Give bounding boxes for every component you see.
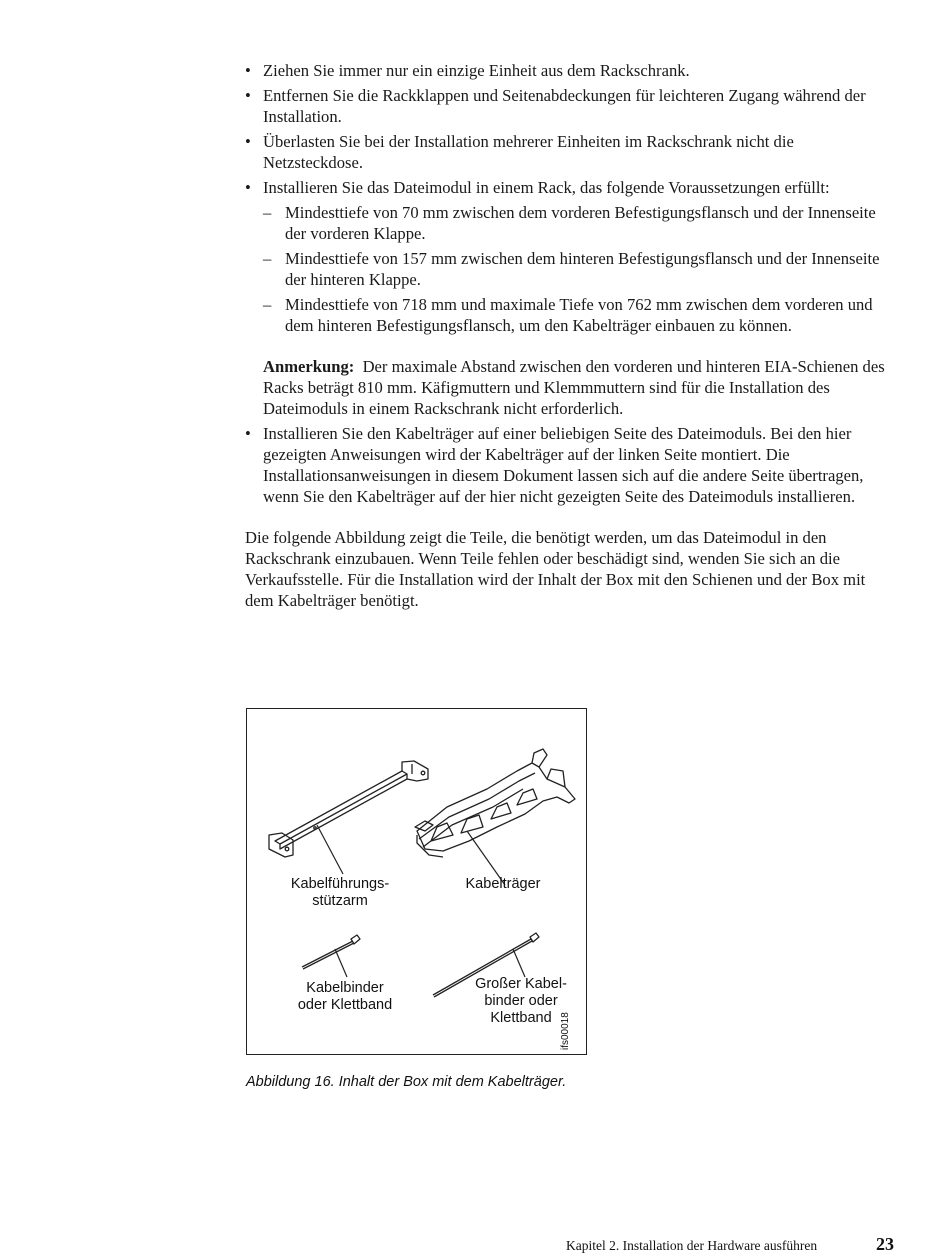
figure-caption: Abbildung 16. Inhalt der Box mit dem Kabelträger. — [246, 1074, 567, 1090]
dash-text: Mindesttiefe von 718 mm und maximale Tiefe von 762 mm zwischen dem vorderen und dem hinteren Befestigungsflansch, um den Kabelträger einbauen zu können. — [285, 295, 873, 335]
dash-item — [263, 294, 897, 336]
note — [263, 356, 897, 419]
figure-box — [246, 708, 587, 1055]
main-content — [245, 60, 897, 611]
dash-item — [263, 202, 897, 244]
note-label: Anmerkung: — [263, 357, 355, 376]
cable-tray-drawing — [415, 749, 575, 885]
label-cable-tray: Kabelträger — [465, 876, 541, 892]
bullet-text: Installieren Sie den Kabelträger auf einer beliebigen Seite des Dateimoduls. Bei den hier gezeigten Anweisungen wird der Kabelträger auf der linken Seite montiert. Die Installationsanweisungen in diesem Dokument lassen sich auf die andere Seite übertragen, wenn Sie den Kabelträger auf der hier nicht gezeigten Seite des Dateimoduls installieren. — [263, 424, 864, 506]
depth-requirements-list — [263, 202, 897, 336]
bullet-text: Installieren Sie das Dateimodul in einem Rack, das folgende Voraussetzungen erfüllt: — [263, 178, 830, 197]
label-cable-arm-support: Kabelführungs- stützarm — [290, 876, 390, 909]
requirements-list — [245, 60, 897, 507]
note-text: Der maximale Abstand zwischen den vorderen und hinteren EIA-Schienen des Racks beträgt 810 mm. Käfigmuttern und Klemmmuttern sind für die Installation des Dateimoduls in einem Rackschrank nicht erforderlich. — [263, 357, 885, 418]
bullet-text: Entfernen Sie die Rackklappen und Seitenabdeckungen für leichteren Zugang während der Installation. — [263, 86, 866, 126]
dash-text: Mindesttiefe von 70 mm zwischen dem vorderen Befestigungsflansch und der Innenseite der vorderen Klappe. — [285, 203, 876, 243]
page-number: 23 — [876, 1234, 894, 1254]
bullet-item — [245, 423, 897, 507]
bullet-text: Ziehen Sie immer nur ein einzige Einheit aus dem Rackschrank. — [263, 61, 690, 80]
cable-arm-support-drawing — [269, 761, 428, 874]
label-cable-tie: Kabelbinder oder Klettband — [297, 980, 393, 1013]
bullet-text: Überlasten Sie bei der Installation mehrerer Einheiten im Rackschrank nicht die Netzsteckdose. — [263, 132, 794, 172]
intro-paragraph: Die folgende Abbildung zeigt die Teile, die benötigt werden, um das Dateimodul in den Rackschrank einzubauen. Wenn Teile fehlen oder beschädigt sind, wenden Sie sich an die Verkaufsstelle. Für die Installation wird der Inhalt der Box mit den Schienen und der Box mit dem Kabelträger benötigt. — [245, 528, 866, 610]
dash-item — [263, 248, 897, 290]
figure-id: ifs00018 — [560, 1012, 571, 1050]
footer-chapter: Kapitel 2. Installation der Hardware ausführen — [566, 1238, 818, 1253]
bullet-item — [245, 131, 897, 173]
bullet-item — [245, 177, 897, 419]
label-large-cable-tie: Großer Kabel- binder oder Klettband — [475, 976, 567, 1026]
bullet-item — [245, 60, 897, 81]
bullet-item — [245, 85, 897, 127]
dash-text: Mindesttiefe von 157 mm zwischen dem hinteren Befestigungsflansch und der Innenseite der hinteren Klappe. — [285, 249, 880, 289]
small-cable-tie-drawing — [302, 935, 360, 977]
